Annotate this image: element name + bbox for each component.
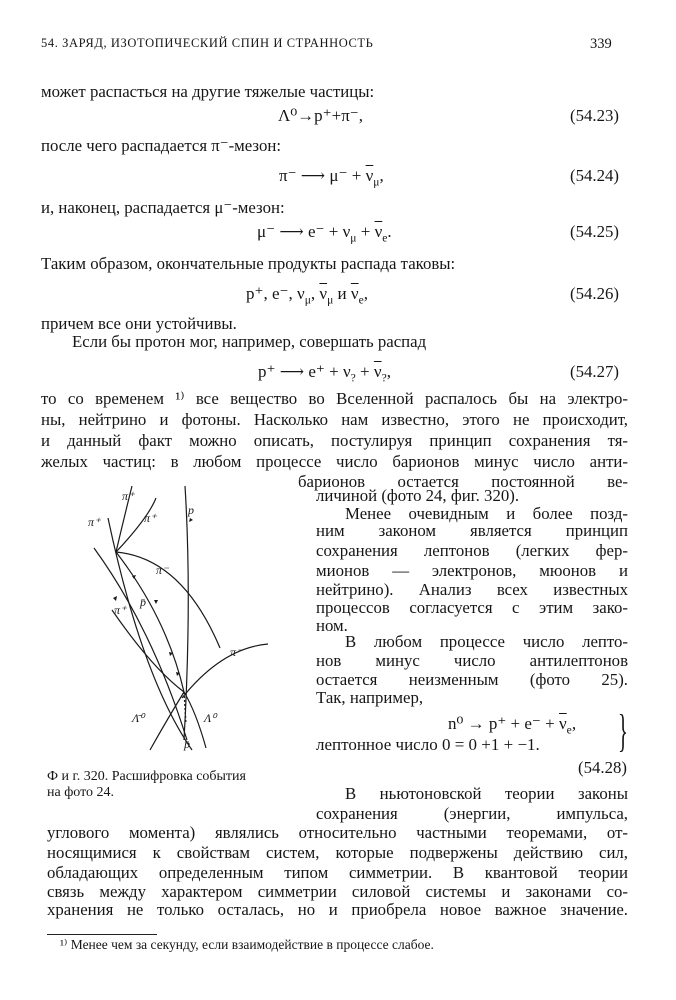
text-line: и, наконец, распадается μ⁻-мезон: [41,198,285,217]
running-head: 54. ЗАРЯД, ИЗОТОПИЧЕСКИЙ СПИН И СТРАННОСТЬ [41,36,374,50]
text-line: хранения не только осталась, но и приобрела новое важное значение. [47,900,628,919]
text-line: Менее очевидным и более позд- [345,504,628,523]
eq-part: π⁻ ⟶ μ⁻ + [279,166,366,185]
eq-antineutrino: $\overline{\nu}$ [319,284,328,303]
text-line: сохранения лептонов (легких фер- [316,541,628,560]
text-line: причем все они устойчивы. [41,314,237,333]
footnote-rule [47,934,157,935]
text-line: связь между характером симметрии силовой системы и законами со- [47,882,628,901]
eq-part: , [363,284,368,303]
eq-part: , [310,284,320,303]
track-pi-minus-2 [182,644,268,698]
track-pi-plus-low [112,610,184,692]
text-line: процессов согласуется с этим зако- [316,598,628,617]
label-p-bar-1: p̄ [140,595,146,609]
arrow-mark [154,600,158,604]
eq-part: . [387,222,392,241]
eq-part: , [379,166,384,185]
equation-54-26 [246,284,368,307]
eq-antineutrino: $\overline{\nu}$ [365,166,374,185]
eq-antineutrino: $\overline{\nu}$ [373,362,382,381]
text-line: нов минус число антилептонов [316,651,628,670]
equation-54-27 [258,362,391,385]
label-pi-minus-2: π⁻ [230,645,243,659]
label-pi-plus-top: π⁺ [122,489,135,503]
text-line: мионов — электронов, мюонов и [316,561,628,580]
figure-320-track-diagram [72,478,308,762]
eq-sub: ? [350,371,356,385]
equation-number: (54.25) [570,222,619,241]
eq-antineutrino: $\overline{\nu}$ [350,284,359,303]
text-line: В любом процессе число лепто- [345,632,628,651]
eq-sub: e [358,293,364,307]
eq-part: и [333,284,351,303]
eq-sub: μ [373,175,380,189]
label-pi-minus-1: π⁻ [156,563,169,577]
label-pi-plus-mid: π⁺ [144,511,157,525]
eq-part: + [356,222,375,241]
text-line: нейтрино). Анализ всех известных [316,580,628,599]
text-line: ним законом является принцип [316,521,628,540]
arrow-mark [189,518,193,522]
label-pi-plus-low: π⁺ [114,603,127,617]
equation-54-28-bottom: лептонное число 0 = 0 +1 + −1. [316,735,540,754]
text-line: сохранения (энергии, импульса, [316,804,628,823]
track-lambda-bar [150,692,184,750]
label-p-bar-2: p̄ [184,737,190,751]
eq-part: , [571,714,577,733]
eq-sub: ? [381,371,387,385]
text-line: обладающих определенным типом симметрии. В квантовой теории [47,863,628,882]
page-number: 339 [590,36,612,52]
track-p-bar-1 [116,552,184,692]
text-line: углового момента) являлись относительно частными теоремами, от- [47,823,628,842]
text-line: барионов остается постоянной ве- [298,472,628,491]
equation-number: (54.23) [570,106,619,125]
eq-part: p⁺ ⟶ e⁺ + ν [258,362,351,381]
equation-54-24 [279,166,384,189]
text-line: и данный факт можно описать, постулируя принцип сохранения тя- [41,431,628,450]
eq-part: p⁺, e⁻, ν [246,284,305,303]
eq-part: μ⁻ ⟶ e⁻ + ν [257,222,351,241]
text-line: после чего распадается π⁻-мезон: [41,136,282,155]
eq-part: n⁰ → p⁺ + e⁻ + [448,714,559,733]
text-line: Так, например, [316,688,424,707]
equation-54-28-top [448,714,577,737]
equation-number: (54.26) [570,284,619,303]
eq-antineutrino: $\overline{\nu}$ [558,714,567,733]
text-line: личиной (фото 24, фиг. 320). [316,486,520,505]
footnote: ¹⁾ Менее чем за секунду, если взаимодействие в процессе слабое. [60,937,434,952]
text-line: то со временем ¹⁾ все вещество во Вселенной распалось бы на электро- [41,389,628,408]
text-line: носящимися к свойствам систем, которые подвержены действию сил, [47,843,628,862]
arrow-mark [113,596,117,601]
text-line: ны, нейтрино и фотоны. Насколько нам известно, этого не происходит, [41,410,628,429]
eq-sub: μ [327,293,334,307]
text-line: Если бы протон мог, например, совершать распад [72,332,427,351]
eq-sub: μ [304,293,311,307]
figure-caption: на фото 24. [47,785,115,800]
equation-54-25 [257,222,392,245]
equation-number: (54.28) [578,758,627,777]
text-line: Таким образом, окончательные продукты распада таковы: [41,254,456,273]
text-line: желых частиц: в любом процессе число барионов минус число анти- [41,452,628,471]
equation-number: (54.24) [570,166,619,185]
eq-part: , [386,362,391,381]
text-line: может распасться на другие тяжелые частицы: [41,82,375,101]
label-pi-plus-left: π⁺ [88,515,101,529]
figure-caption: Ф и г. 320. Расшифровка события [47,769,246,784]
text-line: остается неизменным (фото 25). [316,670,628,689]
eq-sub: e [566,723,572,737]
label-lambda: Λ⁰ [204,711,217,725]
eq-sub: e [382,231,388,245]
label-p-right: p [188,503,194,517]
label-lambda-bar: Λ̄⁰ [132,711,145,725]
eq-sub: μ [350,231,357,245]
text-line: ном. [316,616,348,635]
text-line: В ньютоновской теории законы [345,784,628,803]
eq-part: + [355,362,374,381]
equation-54-23: Λ⁰→p⁺+π⁻, [278,106,364,125]
eq-antineutrino: $\overline{\nu}$ [374,222,383,241]
equation-number: (54.27) [570,362,619,381]
right-brace: } [618,705,628,756]
